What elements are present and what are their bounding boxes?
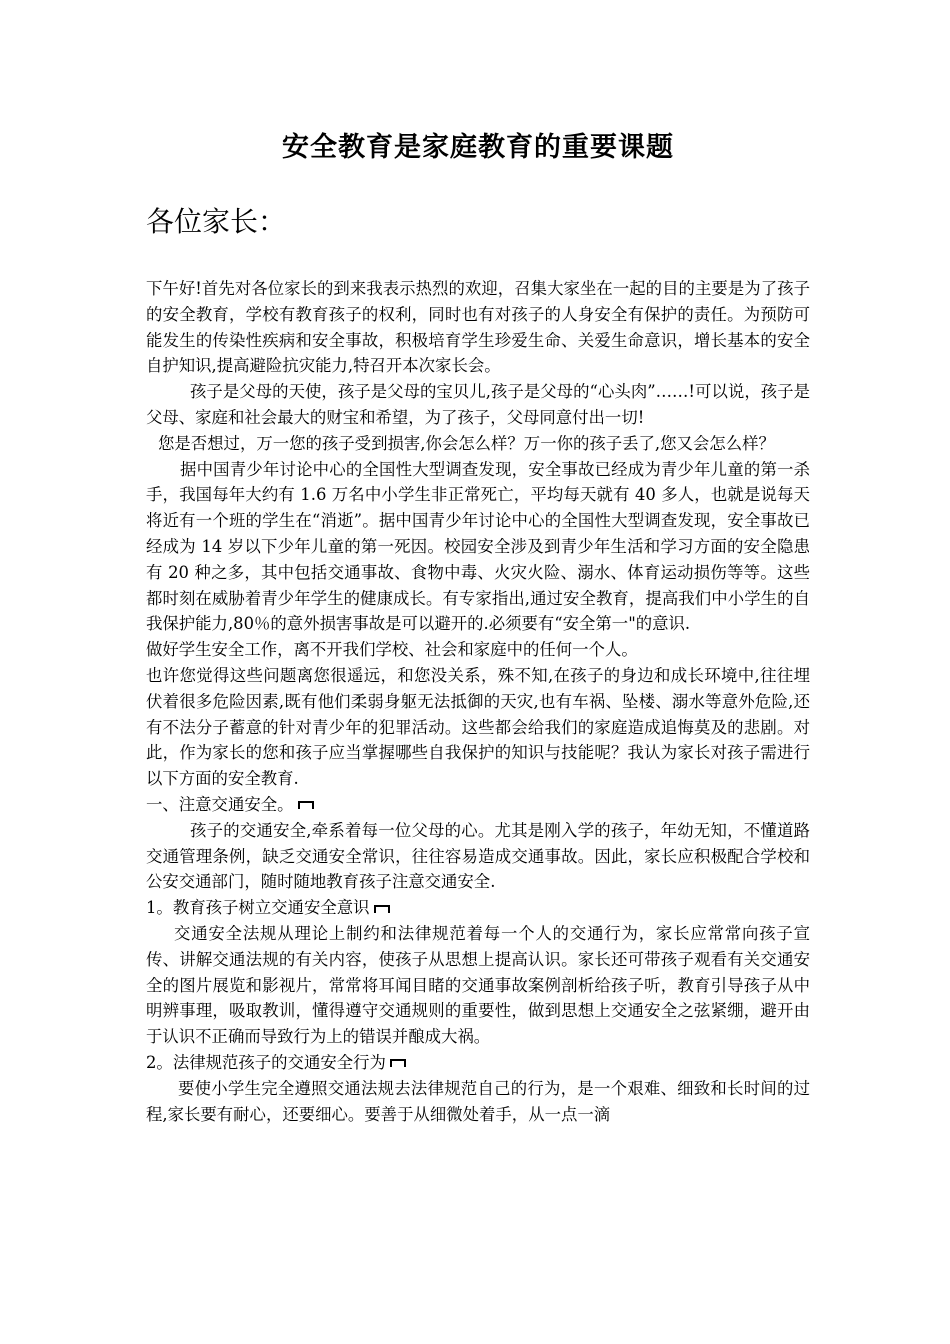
paragraph-traffic-intro: 孩子的交通安全,牵系着每一位父母的心。尤其是刚入学的孩子，年幼无知，不懂道路交通管理条例，缺乏交通安全常识，往往容易造成交通事故。因此，家长应积极配合学校和公安交通部门，随时随地教育孩子注意交通安全.: [146, 820, 810, 892]
heading-traffic-behavior: 2。法律规范孩子的交通安全行为: [146, 1050, 810, 1076]
paragraph-behavior: 要使小学生完全遵照交通法规去法律规范自己的行为，是一个艰难、细致和长时间的过程,家长要有耐心，还要细心。要善于从细微处着手，从一点一滴: [146, 1078, 810, 1124]
line-break-mark-icon: [390, 1059, 406, 1067]
line-break-mark-icon: [374, 905, 390, 913]
paragraph-survey: 据中国青少年讨论中心的全国性大型调查发现，安全事故已经成为青少年儿童的第一杀手，我国每年大约有 1.6 万名中小学生非正常死亡，平均每天就有 40 多人，也就是说每天将近有一个班的学生在“消逝”。据中国青少年讨论中心的全国性大型调查发现，安全事故已经成为 14 岁以下少年儿童的第一死因。校园安全涉及到青少年生活和学习方面的安全隐患有 20 种之多，其中包括交通事故、食物中毒、火灾火险、溺水、体育运动损伤等等。这些都时刻在威胁着青少年学生的健康成长。有专家指出,通过安全教育，提高我们中小学生的自我保护能力,80％的意外损害事故是可以避开的.必须要有“安全第一"的意识.: [146, 459, 810, 634]
heading-traffic-safety: 一、注意交通安全。: [146, 792, 810, 818]
paragraph-question: 您是否想过，万一您的孩子受到损害,你会怎么样？万一你的孩子丢了,您又会怎么样？: [158, 433, 775, 453]
salutation: 各位家长：: [146, 205, 287, 238]
document-title: 安全教育是家庭教育的重要课题: [282, 132, 674, 163]
heading-traffic-awareness: 1。教育孩子树立交通安全意识: [146, 895, 810, 921]
paragraph-safety-work: 做好学生安全工作，离不开我们学校、社会和家庭中的任何一个人。: [146, 640, 638, 660]
line-break-mark-icon: [298, 801, 314, 809]
document-body: [146, 276, 810, 1127]
paragraph-welcome: 下午好!首先对各位家长的到来我表示热烈的欢迎，召集大家坐在一起的目的主要是为了孩子的安全教育，学校有教育孩子的权利，同时也有对孩子的人身安全有保护的责任。为预防可能发生的传染性疾病和安全事故，积极培育学生珍爱生命、关爱生命意识，增长基本的安全自护知识,提高避险抗灾能力,特召开本次家长会。: [146, 279, 810, 376]
document-page: [146, 128, 810, 1127]
paragraph-children-angels: 孩子是父母的天使，孩子是父母的宝贝儿,孩子是父母的“心头肉”……!可以说，孩子是父母、家庭和社会最大的财宝和希望，为了孩子，父母同意付出一切!: [146, 382, 810, 427]
paragraph-dangers: 也许您觉得这些问题离您很遥远，和您没关系，殊不知,在孩子的身边和成长环境中,往往埋伏着很多危险因素,既有他们柔弱身躯无法抵御的天灾,也有车祸、坠楼、溺水等意外危险,还有不法分子蓄意的针对青少年的犯罪活动。这些都会给我们的家庭造成追悔莫及的悲剧。对此，作为家长的您和孩子应当掌握哪些自我保护的知识与技能呢？我认为家长对孩子需进行以下方面的安全教育.: [146, 665, 810, 789]
paragraph-traffic-laws: 交通安全法规从理论上制约和法律规范着每一个人的交通行为，家长应常常向孩子宣传、讲解交通法规的有关内容，使孩子从思想上提高认识。家长还可带孩子观看有关交通安全的图片展览和影视片，常常将耳闻目睹的交通事故案例剖析给孩子听，教育引导孩子从中明辨事理，吸取教训，懂得遵守交通规则的重要性，做到思想上交通安全之弦紧绷，避开由于认识不正确而导致行为上的错误并酿成大祸。: [146, 923, 810, 1047]
